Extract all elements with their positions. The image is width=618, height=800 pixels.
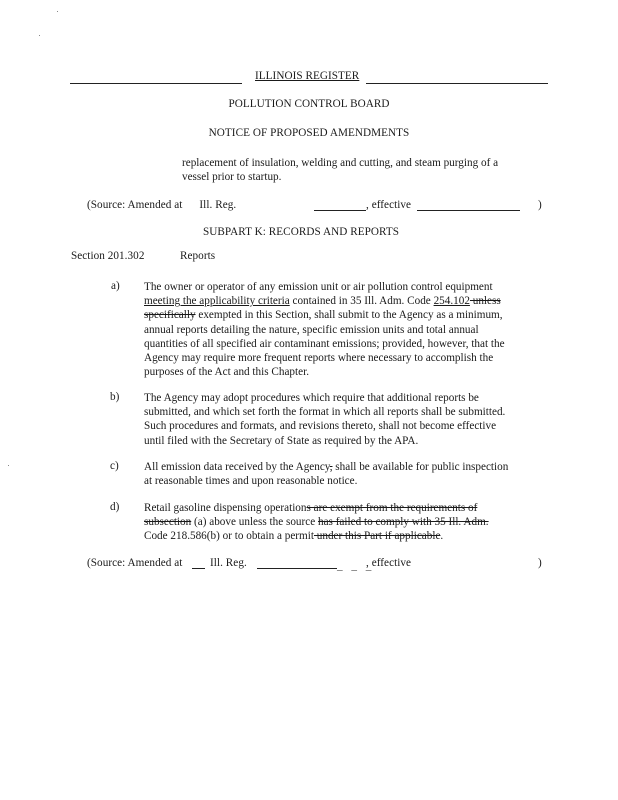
source-note-1 <box>87 199 236 211</box>
text: (a) above unless the source <box>191 516 318 529</box>
text: . <box>440 530 444 543</box>
deleted-text: under this Part if applicable <box>313 530 441 543</box>
subpart-heading: SUBPART K: RECORDS AND REPORTS <box>203 226 399 238</box>
source-2-blank-2: _ _ _ <box>257 556 374 574</box>
para-a <box>144 280 505 379</box>
register-title <box>255 70 359 82</box>
para-d-line <box>144 529 489 543</box>
deleted-text: has failed to comply with 35 Ill. Adm. <box>317 516 489 529</box>
para-a-line: purposes of the Act and this Chapter. <box>144 366 309 379</box>
text: All emission data received by the Agency <box>144 461 330 473</box>
deleted-text: , <box>329 461 333 473</box>
para-d-line <box>144 515 489 529</box>
para-d-line <box>144 501 489 515</box>
notice-title: NOTICE OF PROPOSED AMENDMENTS <box>208 127 410 139</box>
header-rule-left <box>70 83 242 84</box>
para-d <box>144 501 489 544</box>
source-prefix: (Source: Amended at <box>87 199 183 211</box>
para-b-label: b) <box>110 391 120 403</box>
ill-reg: Ill. Reg. <box>199 199 237 211</box>
text: Retail gasoline dispensing operation <box>144 502 307 514</box>
source-1-close: ) <box>538 199 542 211</box>
text: contained in 35 Ill. Adm. Code <box>289 295 434 308</box>
source-2-ill-reg: Ill. Reg. <box>210 557 247 569</box>
deleted-text: unless <box>469 295 501 308</box>
deleted-text: specifically <box>144 309 196 322</box>
para-b <box>144 391 505 448</box>
para-c-label: c) <box>110 460 119 472</box>
para-a-line <box>144 308 505 322</box>
text: shall be available for public inspection <box>332 461 509 473</box>
deleted-text: s are exempt from the requirements of <box>306 502 478 514</box>
source-1-effective: , effective <box>366 199 412 211</box>
scan-speck <box>39 35 40 36</box>
carryover-text <box>182 156 498 184</box>
para-a-label: a) <box>111 280 120 292</box>
para-a-line: quantities of all specified air contaminant emissions; provided, however, that the <box>144 337 505 350</box>
register-title-text: ILLINOIS REGISTER <box>255 70 360 82</box>
inserted-text: meeting the applicability criteria <box>144 295 290 308</box>
para-b-line: submitted, and which set forth the format in which all reports shall be submitted. <box>144 406 506 419</box>
para-a-line: annual reports detailing the nature, specific emission units and total annual <box>144 323 479 336</box>
carryover-line: vessel prior to startup. <box>182 171 282 184</box>
source-1-blank <box>314 198 366 216</box>
section-title: Reports <box>180 250 216 262</box>
para-b-line: until filed with the Secretary of State as required by the APA. <box>144 434 419 447</box>
deleted-text: subsection <box>144 516 192 529</box>
section-number: Section 201.302 <box>71 250 145 262</box>
para-b-line: Such procedures and formats, and revisions thereto, shall not become effective <box>144 420 497 433</box>
source-2-blank <box>192 556 205 574</box>
para-d-label: d) <box>110 501 120 513</box>
source-2-effective: , effective <box>366 557 412 569</box>
para-a-line <box>144 294 505 308</box>
text: exempted in this Section, shall submit to the Agency as a minimum, <box>195 309 503 322</box>
para-a-line: The owner or operator of any emission unit or air pollution control equipment <box>144 281 493 293</box>
scan-speck <box>8 465 9 466</box>
scan-speck <box>57 11 58 12</box>
para-c <box>144 460 508 488</box>
source-1-blank-2 <box>417 198 520 216</box>
text: Code 218.586(b) or to obtain a permit <box>144 530 314 543</box>
inserted-text: 254.102 <box>433 295 470 308</box>
para-b-line: The Agency may adopt procedures which require that additional reports be <box>144 392 479 404</box>
header-rule-right <box>366 83 548 84</box>
source-2-close: ) <box>538 557 542 569</box>
para-c-line: at reasonable times and upon reasonable notice. <box>144 475 358 488</box>
para-a-line: Agency may require more frequent reports where necessary to accomplish the <box>144 351 494 364</box>
para-c-line <box>144 460 508 474</box>
carryover-line: replacement of insulation, welding and cutting, and steam purging of a <box>182 157 499 169</box>
board-name: POLLUTION CONTROL BOARD <box>228 98 390 110</box>
source-note-2 <box>87 557 182 569</box>
source-prefix: (Source: Amended at <box>87 557 183 569</box>
